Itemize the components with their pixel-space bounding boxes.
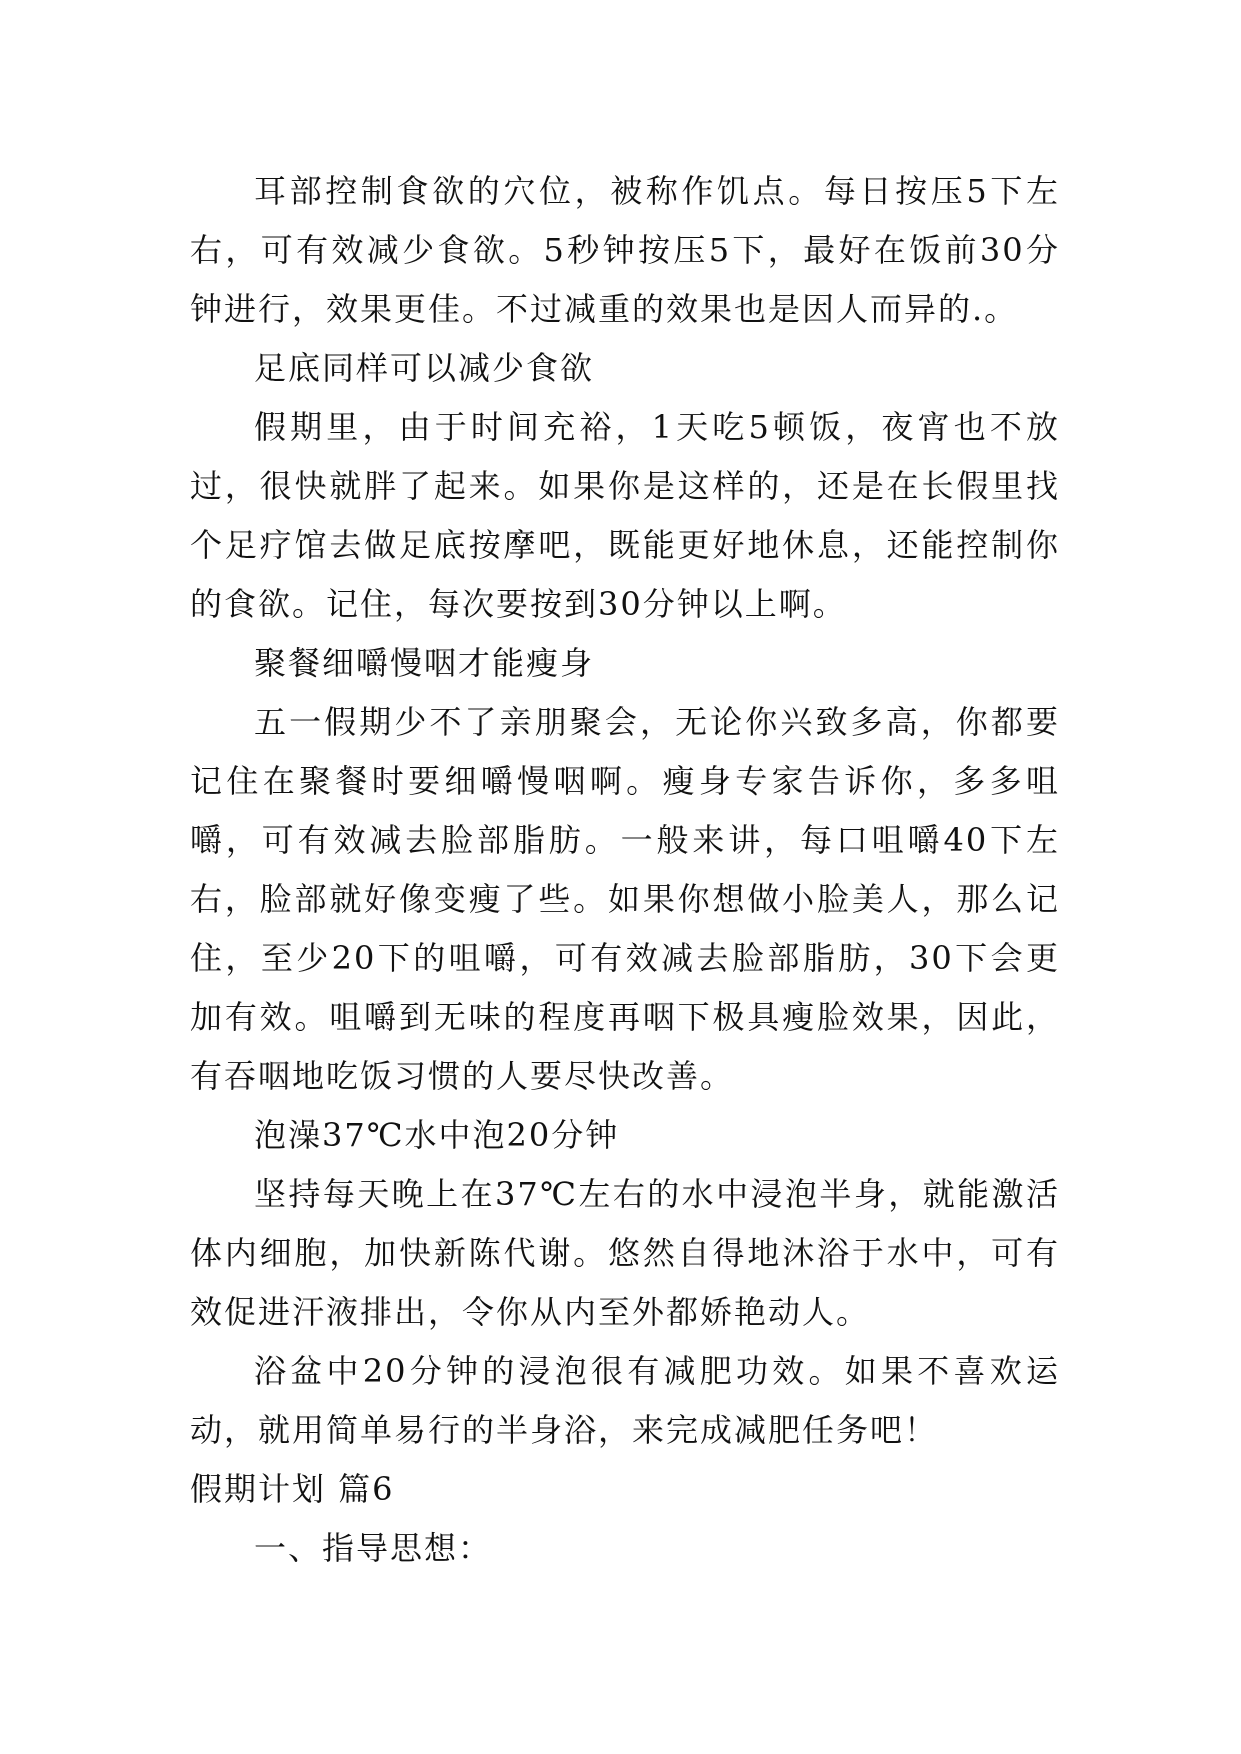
paragraph-bath-effect: 浴盆中20分钟的浸泡很有减肥功效。如果不喜欢运动，就用简单易行的半身浴，来完成减肥任务吧！ bbox=[190, 1352, 1060, 1449]
section-title-plan-6: 假期计划 篇6 bbox=[190, 1470, 395, 1508]
paragraph-bath: 坚持每天晚上在37℃左右的水中浸泡半身，就能激活体内细胞，加快新陈代谢。悠然自得地沐浴于水中，可有效促进汗液排出，令你从内至外都娇艳动人。 bbox=[190, 1175, 1060, 1331]
paragraph-ear-acupoint: 耳部控制食欲的穴位，被称作饥点。每日按压5下左右，可有效减少食欲。5秒钟按压5下，最好在饭前30分钟进行，效果更佳。不过减重的效果也是因人而异的.。 bbox=[190, 172, 1060, 328]
document-body bbox=[190, 162, 1060, 1578]
paragraph-chew-slowly: 五一假期少不了亲朋聚会，无论你兴致多高，你都要记住在聚餐时要细嚼慢咽啊。瘦身专家告诉你，多多咀嚼，可有效减去脸部脂肪。一般来讲，每口咀嚼40下左右，脸部就好像变瘦了些。如果你想做小脸美人，那么记住，至少20下的咀嚼，可有效减去脸部脂肪，30下会更加有效。咀嚼到无味的程度再咽下极具瘦脸效果，因此，有吞咽地吃饭习惯的人要尽快改善。 bbox=[190, 703, 1060, 1095]
heading-guiding-thought: 一、指导思想： bbox=[254, 1529, 493, 1567]
heading-foot-massage: 足底同样可以减少食欲 bbox=[254, 349, 595, 387]
heading-bath: 泡澡37℃水中泡20分钟 bbox=[254, 1116, 620, 1154]
heading-chew-slowly: 聚餐细嚼慢咽才能瘦身 bbox=[254, 644, 595, 682]
paragraph-foot-massage: 假期里，由于时间充裕，1天吃5顿饭，夜宵也不放过，很快就胖了起来。如果你是这样的，还是在长假里找个足疗馆去做足底按摩吧，既能更好地休息，还能控制你的食欲。记住，每次要按到30分钟以上啊。 bbox=[190, 408, 1060, 623]
